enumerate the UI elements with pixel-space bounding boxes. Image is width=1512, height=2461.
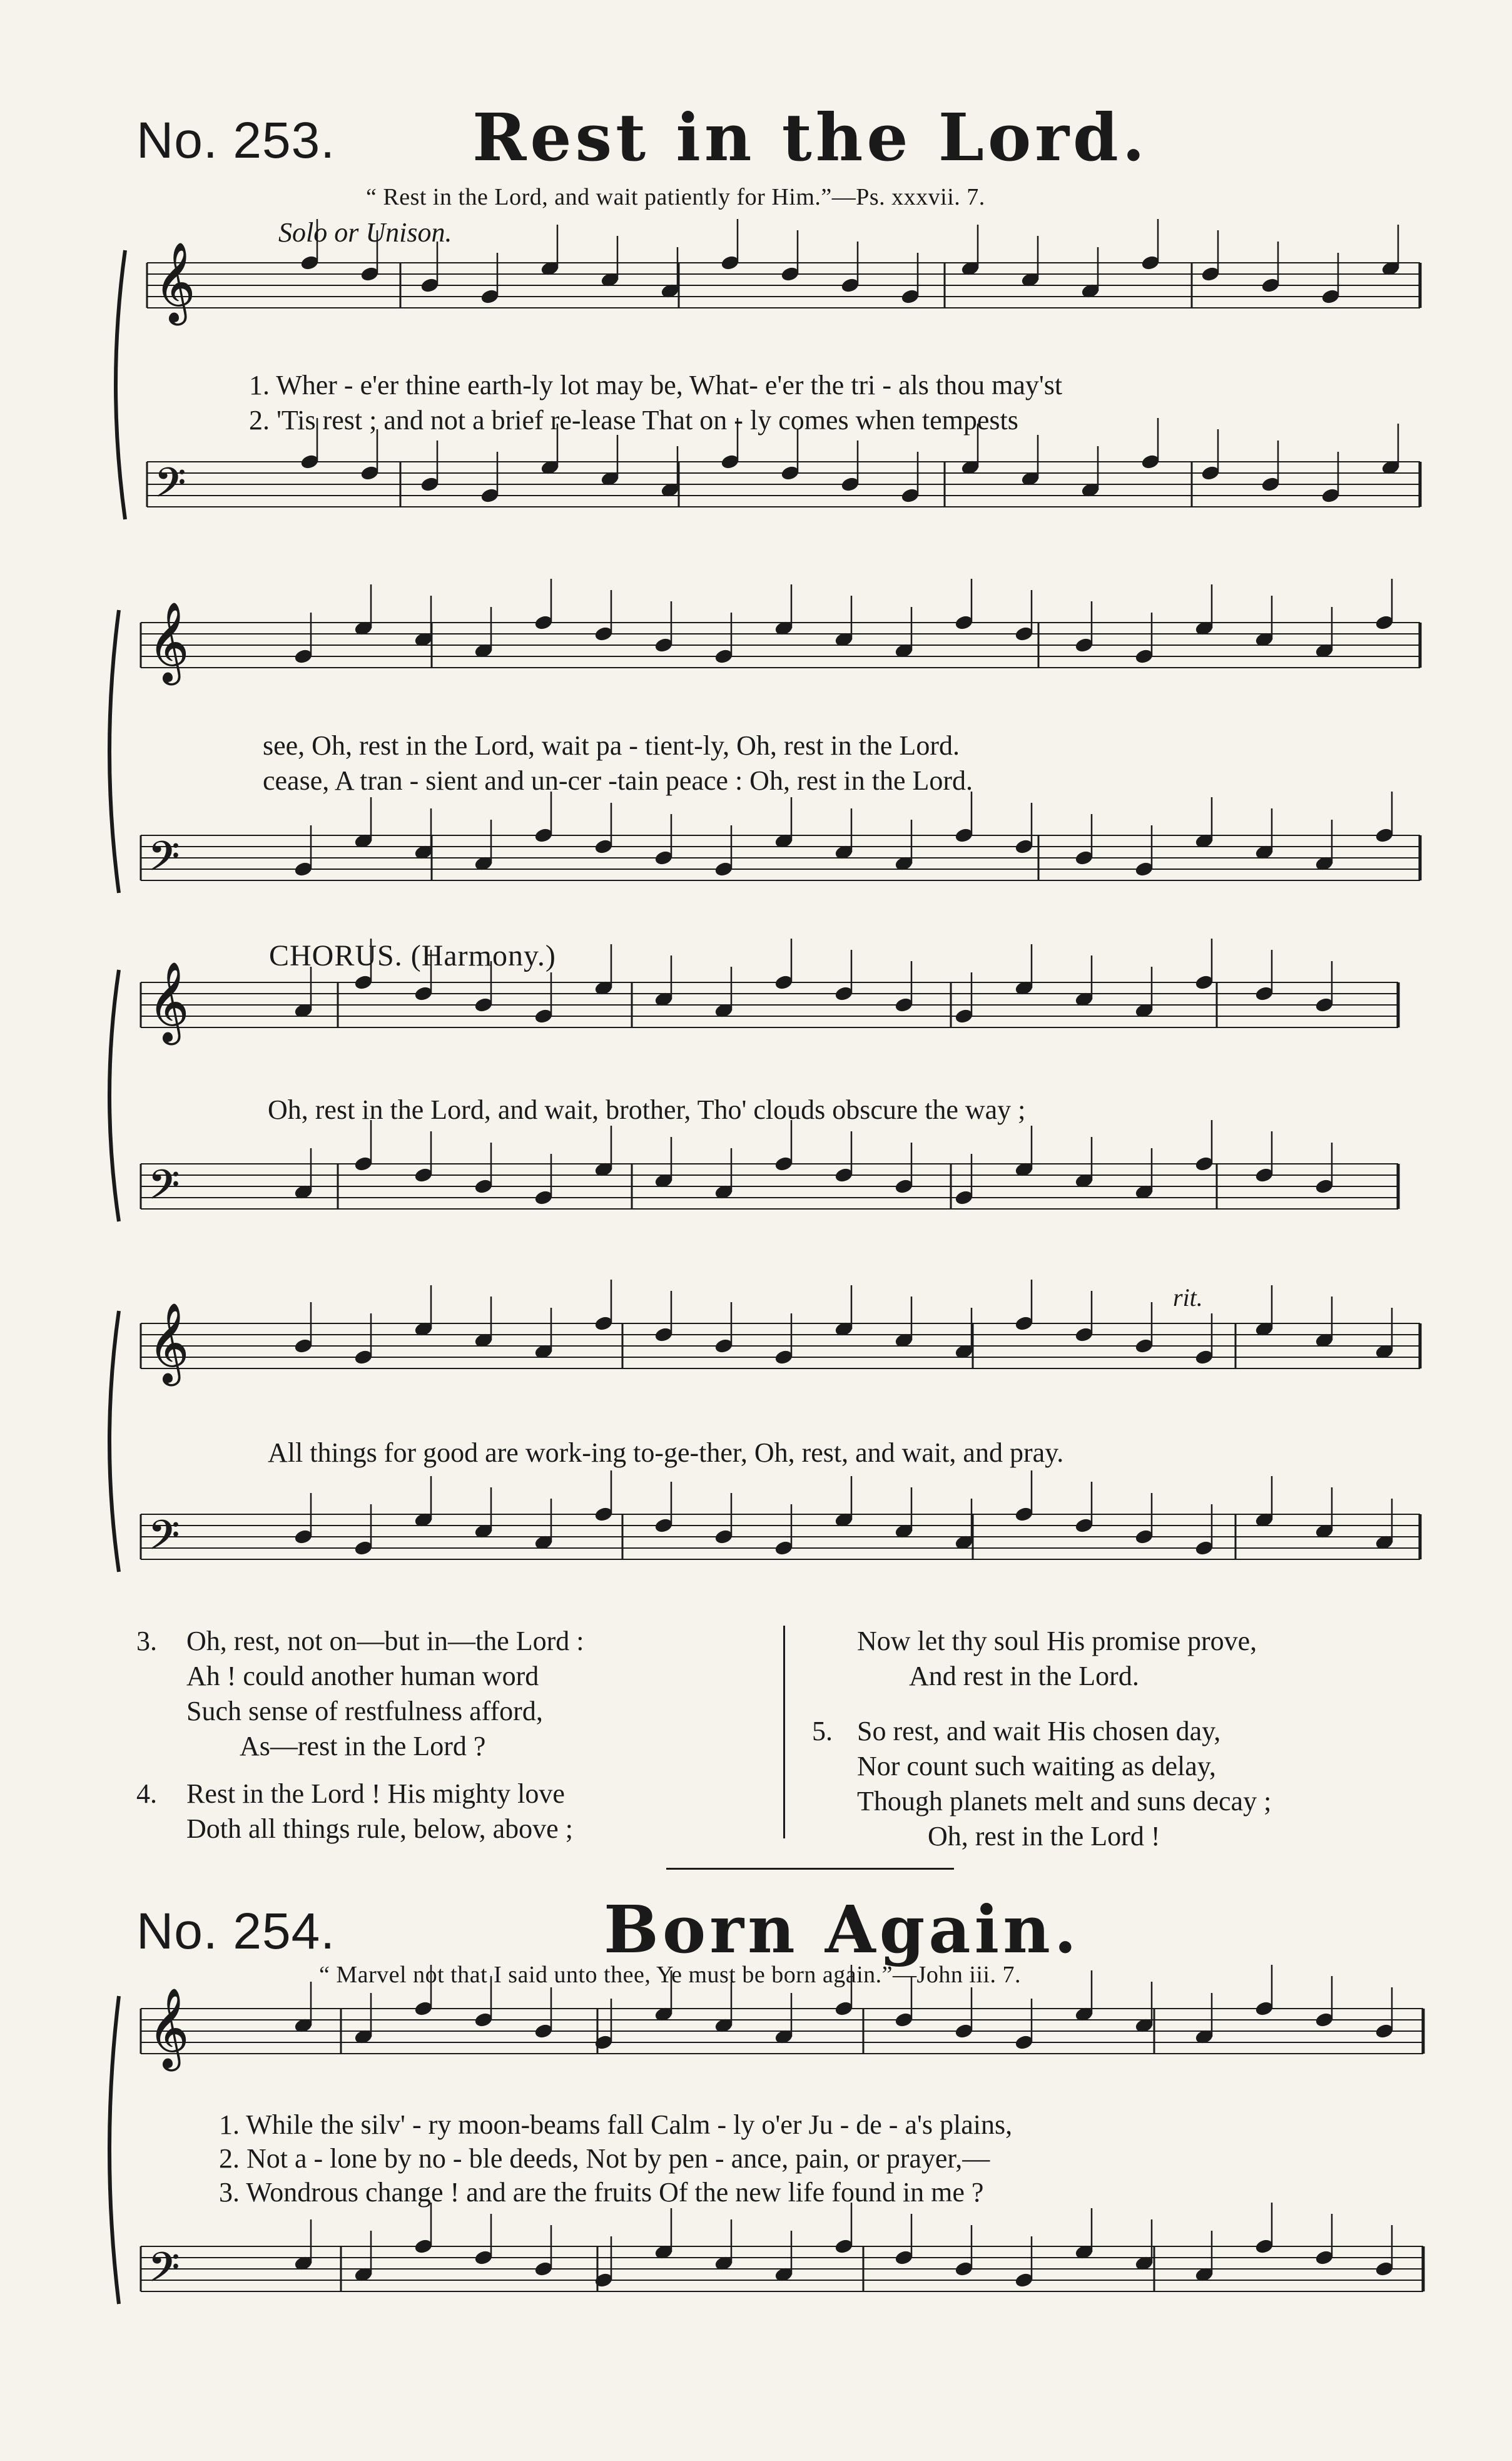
bass-clef-icon: 𝄢 — [148, 1162, 180, 1218]
notehead — [1135, 1529, 1154, 1545]
notehead — [835, 2238, 854, 2255]
verse-line: Now let thy soul His promise prove, — [857, 1626, 1257, 1656]
notehead — [594, 838, 614, 855]
notehead — [534, 614, 554, 631]
notehead — [294, 861, 313, 877]
notehead — [474, 2250, 494, 2266]
brace — [109, 610, 119, 893]
notehead — [901, 288, 920, 305]
notehead — [420, 277, 440, 293]
hymn-number: No. 254. — [136, 1903, 335, 1960]
notehead — [1195, 1349, 1214, 1365]
verse-line: So rest, and wait His chosen day, — [857, 1716, 1221, 1746]
notehead — [774, 1349, 794, 1365]
notehead — [714, 1529, 734, 1545]
notehead — [714, 861, 734, 877]
notehead — [594, 1506, 614, 1522]
verse-line: As—rest in the Lord ? — [240, 1731, 486, 1761]
treble-clef-icon: 𝄞 — [148, 1987, 190, 2067]
notehead — [1195, 1156, 1214, 1172]
notehead — [300, 454, 320, 470]
notehead — [534, 2023, 554, 2039]
notehead — [774, 1156, 794, 1172]
notehead — [1201, 266, 1220, 282]
lyric-line-verse-2: 2. 'Tis rest ; and not a brief re-lease That on - ly comes when tempests — [249, 405, 1018, 436]
notehead — [1015, 1506, 1034, 1522]
notehead — [534, 1008, 554, 1024]
notehead — [1315, 2012, 1334, 2028]
verse-line: Rest in the Lord ! His mighty love — [186, 1778, 565, 1809]
notehead — [1015, 2272, 1034, 2288]
notehead — [1015, 1315, 1034, 1332]
notehead — [1075, 1517, 1094, 1534]
verse-line: Doth all things rule, below, above ; — [186, 1813, 573, 1844]
notehead — [1375, 2261, 1394, 2277]
brace — [109, 970, 119, 1221]
notehead — [895, 997, 914, 1013]
notehead — [654, 1327, 674, 1343]
notehead — [1375, 2023, 1394, 2039]
notehead — [841, 476, 860, 492]
notehead — [294, 1529, 313, 1545]
notehead — [1315, 2250, 1334, 2266]
notehead — [534, 1190, 554, 1206]
notehead — [1321, 288, 1341, 305]
verse-line: Though planets melt and suns decay ; — [857, 1786, 1272, 1816]
notehead — [955, 614, 974, 631]
ritardando-mark: rit. — [1173, 1283, 1203, 1312]
notehead — [774, 1540, 794, 1556]
notehead — [1141, 255, 1160, 271]
notehead — [360, 266, 380, 282]
notehead — [901, 487, 920, 504]
notehead — [534, 827, 554, 843]
notehead — [714, 1338, 734, 1354]
notehead — [414, 2238, 434, 2255]
lyric-line-verse-1: 1. Wher - e'er thine earth-ly lot may be, What- e'er the tri - als thou may'st — [249, 370, 1063, 400]
brace — [116, 250, 125, 519]
notehead — [841, 277, 860, 293]
notehead — [1075, 1327, 1094, 1343]
verse-line: And rest in the Lord. — [909, 1661, 1139, 1691]
hymn-epigraph: “ Marvel not that I said unto thee, Ye must be born again.”—John iii. 7. — [319, 1962, 1021, 1988]
chorus-label: CHORUS. (Harmony.) — [269, 939, 556, 972]
chorus-lyric-line: All things for good are work-ing to-ge-ther, Oh, rest, and wait, and pray. — [268, 1437, 1064, 1468]
notehead — [1255, 986, 1274, 1002]
notehead — [774, 974, 794, 991]
notehead — [480, 487, 500, 504]
treble-clef-icon: 𝄞 — [148, 961, 190, 1041]
lyric-line-verse-2: 2. Not a - lone by no - ble deeds, Not by pen - ance, pain, or prayer,— — [219, 2143, 990, 2174]
notehead — [781, 465, 800, 481]
notehead — [1195, 974, 1214, 991]
notehead — [895, 1178, 914, 1195]
notehead — [1135, 648, 1154, 665]
notehead — [594, 626, 614, 642]
notehead — [1015, 838, 1034, 855]
notehead — [1261, 277, 1281, 293]
notehead — [654, 1517, 674, 1534]
notehead — [360, 465, 380, 481]
verse-line: Such sense of restfulness afford, — [186, 1696, 543, 1726]
bass-clef-icon: 𝄢 — [155, 460, 186, 516]
notehead — [594, 1315, 614, 1332]
notehead — [835, 986, 854, 1002]
notehead — [354, 1156, 373, 1172]
lyric-line-verse-1: see, Oh, rest in the Lord, wait pa - tient-ly, Oh, rest in the Lord. — [263, 730, 960, 761]
hymn-separator — [666, 1868, 954, 1870]
notehead — [1195, 1540, 1214, 1556]
bass-clef-icon: 𝄢 — [148, 833, 180, 890]
notehead — [414, 986, 434, 1002]
notehead — [354, 1540, 373, 1556]
notehead — [414, 1167, 434, 1183]
notehead — [955, 2261, 974, 2277]
notehead — [1015, 626, 1034, 642]
notehead — [534, 2261, 554, 2277]
verse-number: 3. — [136, 1626, 157, 1656]
performance-direction: Solo or Unison. — [278, 217, 452, 248]
notehead — [654, 850, 674, 866]
notehead — [1375, 827, 1394, 843]
notehead — [420, 476, 440, 492]
treble-clef-icon: 𝄞 — [155, 242, 196, 322]
notehead — [1201, 465, 1220, 481]
lyric-line-verse-1: 1. While the silv' - ry moon-beams fall Calm - ly o'er Ju - de - a's plains, — [219, 2109, 1013, 2140]
notehead — [414, 2000, 434, 2017]
notehead — [294, 648, 313, 665]
verse-number: 4. — [136, 1778, 157, 1809]
notehead — [714, 648, 734, 665]
notehead — [1015, 2034, 1034, 2051]
notehead — [354, 1349, 373, 1365]
notehead — [721, 255, 740, 271]
notehead — [1135, 1338, 1154, 1354]
notehead — [1135, 861, 1154, 877]
notehead — [955, 827, 974, 843]
verse-line: Oh, rest, not on—but in—the Lord : — [186, 1626, 584, 1656]
notehead — [474, 2012, 494, 2028]
verse-line: Oh, rest in the Lord ! — [928, 1821, 1160, 1852]
verse-number: 5. — [812, 1716, 833, 1746]
chorus-lyric-line: Oh, rest in the Lord, and wait, brother, Tho' clouds obscure the way ; — [268, 1094, 1026, 1125]
notehead — [1141, 454, 1160, 470]
column-divider — [783, 1626, 785, 1838]
notehead — [474, 997, 494, 1013]
notehead — [294, 1338, 313, 1354]
hymn-number: No. 253. — [136, 112, 335, 169]
notehead — [654, 637, 674, 653]
notehead — [955, 1190, 974, 1206]
notehead — [1255, 2238, 1274, 2255]
lyric-line-verse-2: cease, A tran - sient and un-cer -tain peace : Oh, rest in the Lord. — [263, 765, 973, 796]
brace — [109, 1996, 119, 2304]
notehead — [1075, 850, 1094, 866]
notehead — [1255, 1167, 1274, 1183]
notehead — [835, 2000, 854, 2017]
notehead — [1255, 2000, 1274, 2017]
notehead — [895, 2250, 914, 2266]
notehead — [480, 288, 500, 305]
notehead — [474, 1178, 494, 1195]
bass-clef-icon: 𝄢 — [148, 1512, 180, 1569]
notehead — [1375, 614, 1394, 631]
notehead — [1261, 476, 1281, 492]
treble-clef-icon: 𝄞 — [148, 1302, 190, 1382]
lyric-line-verse-3: 3. Wondrous change ! and are the fruits Of the new life found in me ? — [219, 2177, 984, 2208]
notehead — [835, 1167, 854, 1183]
notehead — [895, 2012, 914, 2028]
notehead — [1075, 637, 1094, 653]
hymn-epigraph: “ Rest in the Lord, and wait patiently for Him.”—Ps. xxxvii. 7. — [366, 184, 985, 210]
hymn-title: Rest in the Lord. — [472, 99, 1149, 176]
verse-line: Nor count such waiting as delay, — [857, 1751, 1216, 1781]
notehead — [721, 454, 740, 470]
notehead — [955, 1008, 974, 1024]
notehead — [955, 2023, 974, 2039]
notehead — [300, 255, 320, 271]
hymn-title: Born Again. — [604, 1891, 1081, 1968]
treble-clef-icon: 𝄞 — [148, 601, 190, 681]
notehead — [1315, 1178, 1334, 1195]
bass-clef-icon: 𝄢 — [148, 2244, 180, 2301]
notehead — [354, 974, 373, 991]
notehead — [1321, 487, 1341, 504]
verse-line: Ah ! could another human word — [186, 1661, 539, 1691]
notehead — [1315, 997, 1334, 1013]
notehead — [781, 266, 800, 282]
brace — [109, 1311, 119, 1572]
